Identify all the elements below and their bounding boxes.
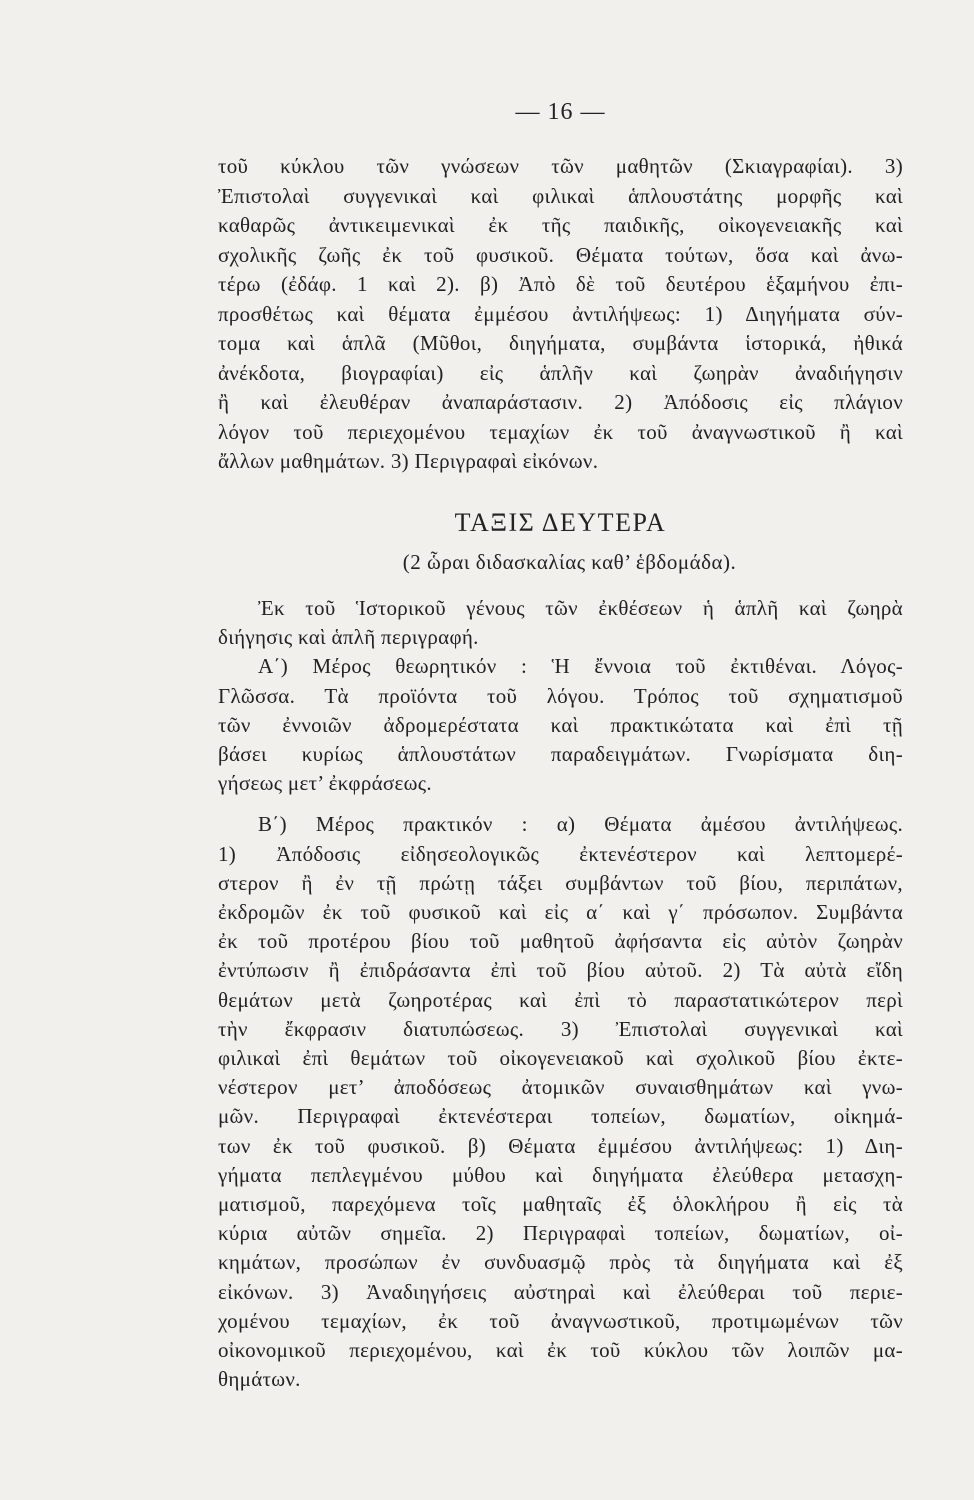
text-line: προσθέτως καὶ θέματα ἐμμέσου ἀντιλήψεως: 1) Διηγήματα σύν- (218, 301, 903, 326)
text-line: νέστερον μετ’ ἀποδόσεως ἀτομικῶν συναισθημάτων καὶ γνω- (218, 1075, 903, 1100)
text-line: μῶν. Περιγραφαὶ ἐκτενέστεραι τοπείων, δωματίων, οἰκημά- (218, 1104, 903, 1129)
text-line: ἀνέκδοτα, βιογραφίαι) εἰς ἁπλῆν καὶ ζωηρὰν ἀναδιήγησιν (218, 360, 903, 385)
section-body (218, 594, 903, 1394)
text-line: κύρια αὐτῶν σημεῖα. 2) Περιγραφαὶ τοπείων, δωματίων, οἰ- (218, 1221, 903, 1246)
text-line: καθαρῶς ἀντικειμενικαὶ ἐκ τῆς παιδικῆς, οἰκογενειακῆς καὶ (218, 213, 903, 237)
intro-text (218, 152, 903, 477)
text-line: Ἐπιστολαὶ συγγενικαὶ καὶ φιλικαὶ ἁπλουστάτης μορφῆς καὶ (218, 183, 903, 208)
text-line: Β΄) Μέρος πρακτικόν : α) Θέματα ἀμέσου ἀντιλήψεως. (258, 812, 903, 837)
section-heading: ΤΑΞΙΣ ΔΕΥΤΕΡΑ (454, 508, 667, 537)
text-line: τὴν ἔκφρασιν διατυπώσεως. 3) Ἐπιστολαὶ συγγενικαὶ καὶ (218, 1016, 903, 1041)
text-line: διήγησις καὶ ἁπλῆ περιγραφή. (218, 625, 479, 650)
text-line: θεμάτων μετὰ ζωηροτέρας καὶ ἐπὶ τὸ παραστατικώτερον περὶ (218, 987, 903, 1012)
text-line: στερον ἢ ἐν τῇ πρώτῃ τάξει συμβάντων τοῦ βίου, περιπάτων, (218, 870, 903, 895)
text-line: γήματα πεπλεγμένου μύθου καὶ διηγήματα ἐλεύθερα μετασχη- (218, 1162, 903, 1187)
text-line: ἐντύπωσιν ἢ ἐπιδράσαντα ἐπὶ τοῦ βίου αὐτοῦ. 2) Τὰ αὐτὰ εἴδη (218, 958, 903, 983)
text-line: ματισμοῦ, παρεχόμενα τοῖς μαθηταῖς ἐξ ὁλοκλήρου ἢ εἰς τὰ (218, 1192, 903, 1217)
text-line: Ἐκ τοῦ Ἱστορικοῦ γένους τῶν ἐκθέσεων ἡ ἁπλῆ καὶ ζωηρὰ (258, 596, 903, 620)
section-subheading: (2 ὧραι διδασκαλίας καθ’ ἑβδομάδα). (402, 550, 737, 574)
text-line: τοῦ κύκλου τῶν γνώσεων τῶν μαθητῶν (Σκιαγραφίαι). 3) (218, 154, 903, 178)
text-line: γήσεως μετ’ ἐκφράσεως. (218, 771, 432, 796)
text-line: εἰκόνων. 3) Ἀναδιηγήσεις αὐστηραὶ καὶ ἐλεύθεραι τοῦ περιε- (218, 1279, 903, 1304)
text-line: λόγον τοῦ περιεχομένου τεμαχίων ἐκ τοῦ ἀναγνωστικοῦ ἢ καὶ (218, 419, 903, 444)
text-line: σχολικῆς ζωῆς ἐκ τοῦ φυσικοῦ. Θέματα τούτων, ὅσα καὶ ἀνω- (218, 242, 903, 267)
text-line: θημάτων. (218, 1367, 301, 1392)
text-line: Α΄) Μέρος θεωρητικόν : Ἡ ἔννοια τοῦ ἐκτιθέναι. Λόγος- (258, 654, 903, 679)
text-line: 1) Ἀπόδοσις εἰδησεολογικῶς ἐκτενέστερον καὶ λεπτομερέ- (218, 841, 903, 866)
text-line: φιλικαὶ ἐπὶ θεμάτων τοῦ οἰκογενειακοῦ καὶ σχολικοῦ βίου ἐκτε- (218, 1046, 903, 1071)
text-line: ἄλλων μαθημάτων. 3) Περιγραφαὶ εἰκόνων. (218, 449, 599, 473)
text-line: κημάτων, προσώπων ἐν συνδυασμῷ πρὸς τὰ διηγήματα καὶ ἐξ (218, 1250, 903, 1275)
page-number: — 16 — (515, 99, 606, 125)
text-line: οἰκονομικοῦ περιεχομένου, καὶ ἐκ τοῦ κύκλου τῶν λοιπῶν μα- (218, 1338, 903, 1363)
text-line: ἐκδρομῶν ἐκ τοῦ φυσικοῦ καὶ εἰς α΄ καὶ γ΄ πρόσωπον. Συμβάντα (218, 900, 903, 925)
text-line: τομα καὶ ἁπλᾶ (Μῦθοι, διηγήματα, συμβάντα ἱστορικά, ἠθικά (218, 331, 903, 355)
text-line: χομένου τεμαχίων, ἐκ τοῦ ἀναγνωστικοῦ, προτιμωμένων τῶν (218, 1308, 903, 1333)
text-line: ἢ καὶ ἐλευθέραν ἀναπαράστασιν. 2) Ἀπόδοσις εἰς πλάγιον (218, 390, 903, 414)
text-line: τέρω (ἐδάφ. 1 καὶ 2). β) Ἀπὸ δὲ τοῦ δευτέρου ἑξαμήνου ἐπι- (218, 272, 903, 296)
paragraph (218, 652, 903, 798)
text-line: των ἐκ τοῦ φυσικοῦ. β) Θέματα ἐμμέσου ἀντιλήψεως: 1) Διη- (218, 1133, 903, 1158)
text-line: Γλῶσσα. Τὰ προϊόντα τοῦ λόγου. Τρόπος τοῦ σχηματισμοῦ (218, 683, 903, 708)
paragraph (218, 810, 903, 1394)
paragraph (218, 594, 903, 652)
text-line: τῶν ἐννοιῶν ἀδρομερέστατα καὶ πρακτικώτατα καὶ ἐπὶ τῇ (218, 712, 903, 737)
text-line: ἐκ τοῦ προτέρου βίου τοῦ μαθητοῦ ἀφήσαντα εἰς αὐτὸν ζωηρὰν (218, 929, 903, 954)
text-line: βάσει κυρίως ἁπλουστάτων παραδειγμάτων. Γνωρίσματα διη- (218, 742, 903, 767)
